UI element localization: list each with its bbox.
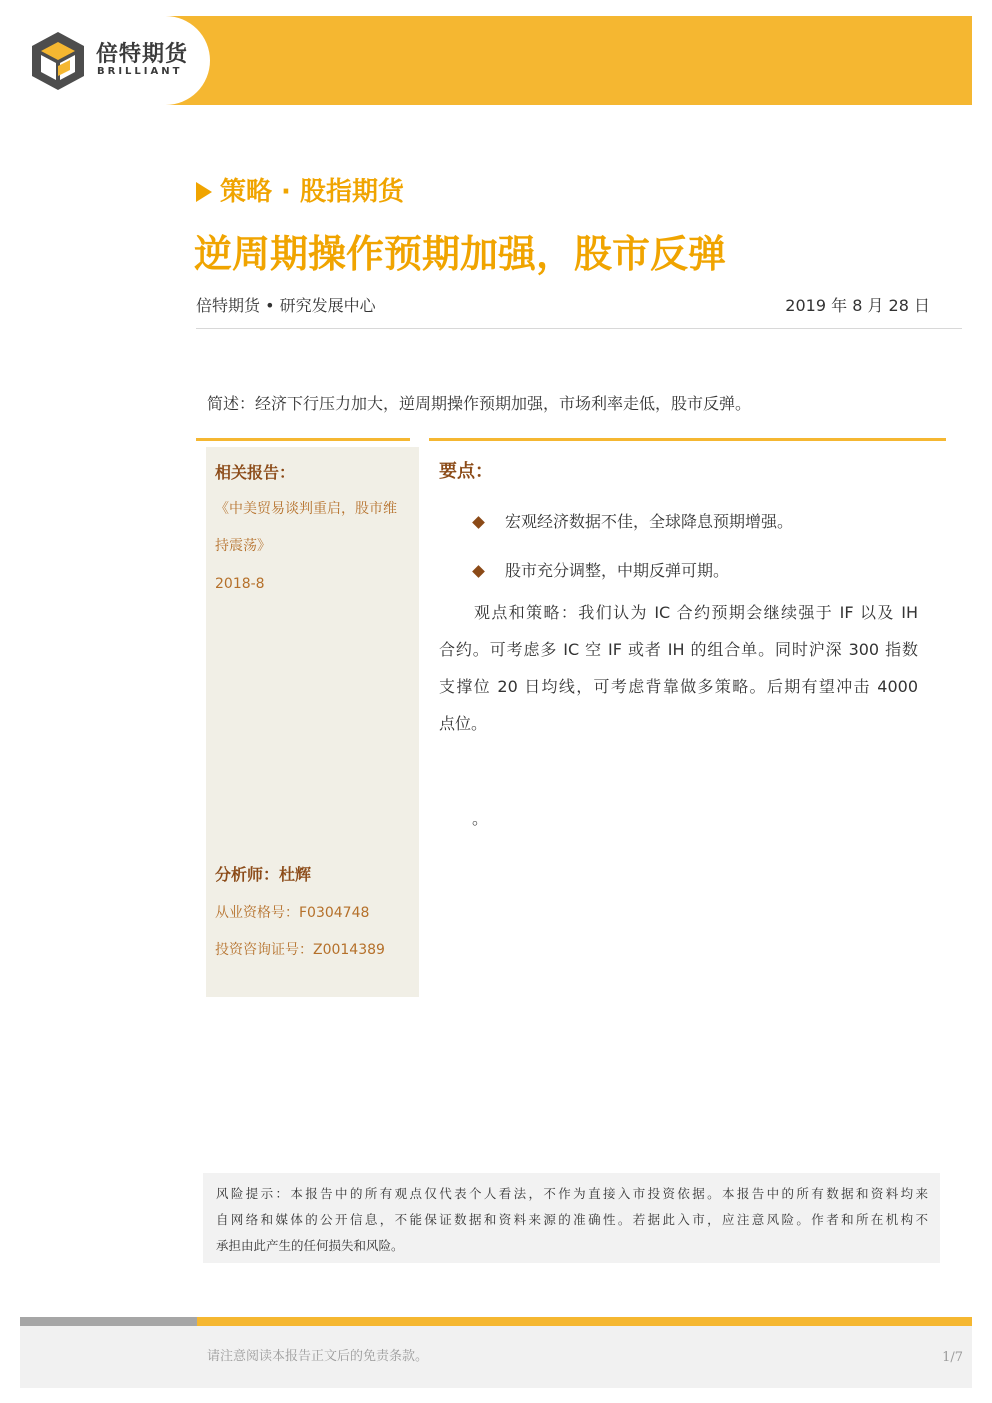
report-title: 逆周期操作预期加强，股市反弹 bbox=[194, 232, 727, 276]
footer-band bbox=[20, 1326, 972, 1388]
strategy-text-line: 合约。可考虑多 IC 空 IF 或者 IH 的组合单。同时沪深 300 指数 bbox=[439, 640, 918, 659]
strategy-text-line: 观点和策略：我们认为 IC 合约预期会继续强于 IF 以及 IH bbox=[474, 603, 918, 622]
analyst-license: 从业资格号：F0304748 bbox=[215, 905, 370, 921]
report-org: 倍特期货 • 研究发展中心 bbox=[196, 296, 376, 315]
list-item bbox=[474, 509, 793, 535]
footer-gray-bar bbox=[20, 1317, 197, 1326]
trailing-mark: 。 bbox=[472, 809, 489, 828]
bullet-text: 宏观经济数据不佳，全球降息预期增强。 bbox=[505, 512, 794, 531]
risk-text-line: 自网络和媒体的公开信息，不能保证数据和资料来源的准确性。若据此入市，应注意风险。作者和所在机构不 bbox=[216, 1212, 928, 1227]
risk-text-line: 风险提示：本报告中的所有观点仅代表个人看法，不作为直接入市投资依据。本报告中的所有数据和资料均来 bbox=[216, 1186, 928, 1201]
related-reports-heading: 相关报告： bbox=[215, 463, 296, 482]
category-row bbox=[196, 174, 404, 210]
report-summary: 简述：经济下行压力加大，逆周期操作预期加强，市场利率走低，股市反弹。 bbox=[207, 394, 752, 413]
bullet-text: 股市充分调整，中期反弹可期。 bbox=[505, 561, 730, 580]
disclaimer-note: 请注意阅读本报告正文后的免责条款。 bbox=[207, 1349, 429, 1364]
strategy-text-line: 点位。 bbox=[439, 714, 488, 733]
analyst-consult-license: 投资咨询证号：Z0014389 bbox=[215, 942, 385, 958]
page-number: 1/7 bbox=[942, 1350, 963, 1365]
brand-name-cn: 倍特期货 bbox=[96, 42, 189, 67]
diamond-bullet-icon bbox=[472, 516, 485, 529]
related-report-date: 2018-8 bbox=[215, 576, 265, 592]
hexagon-cube-icon bbox=[30, 30, 86, 92]
title-divider bbox=[196, 328, 962, 329]
risk-text-line: 承担由此产生的任何损失和风险。 bbox=[216, 1238, 404, 1253]
analyst-heading: 分析师：杜辉 bbox=[215, 865, 312, 884]
related-report-link-cont[interactable]: 持震荡》 bbox=[215, 538, 271, 554]
related-report-link[interactable]: 《中美贸易谈判重启，股市维 bbox=[215, 501, 397, 517]
risk-notice bbox=[203, 1173, 940, 1263]
footer-yellow-bar bbox=[197, 1317, 972, 1326]
report-date: 2019 年 8 月 28 日 bbox=[785, 296, 930, 315]
diamond-bullet-icon bbox=[472, 565, 485, 578]
content-top-rule bbox=[429, 438, 946, 441]
list-item bbox=[474, 558, 729, 584]
triangle-right-icon bbox=[196, 182, 212, 202]
brand-name-en: BRILLIANT bbox=[97, 66, 183, 77]
sidebar-top-rule bbox=[196, 438, 410, 441]
key-points-heading: 要点： bbox=[439, 461, 493, 482]
report-category: 策略 · 股指期货 bbox=[220, 177, 404, 207]
strategy-text-line: 支撑位 20 日均线，可考虑背靠做多策略。后期有望冲击 4000 bbox=[439, 677, 918, 696]
